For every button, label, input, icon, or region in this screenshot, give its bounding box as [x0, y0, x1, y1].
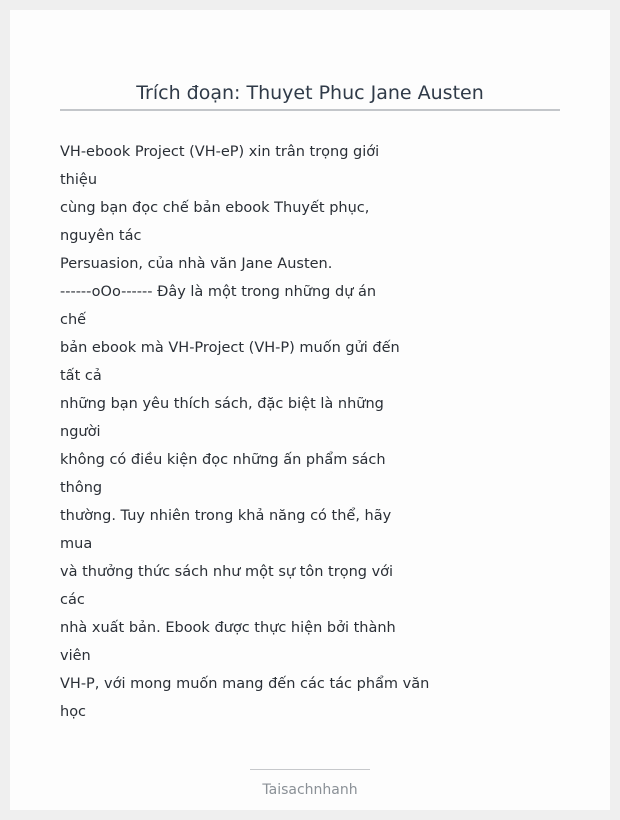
title-divider: [60, 109, 560, 111]
document-page: [10, 10, 610, 810]
text-line: thường. Tuy nhiên trong khả năng có thể, hãy: [60, 508, 392, 524]
text-line: thông: [60, 480, 103, 496]
text-line: chế: [60, 312, 87, 328]
text-line: học: [60, 704, 87, 720]
text-line: và thưởng thức sách như một sự tôn trọng với: [60, 564, 394, 580]
text-line: VH-P, với mong muốn mang đến các tác phẩm văn: [60, 676, 430, 692]
text-line: bản ebook mà VH-Project (VH-P) muốn gửi đến: [60, 340, 400, 356]
text-line: nhà xuất bản. Ebook được thực hiện bởi thành: [60, 620, 396, 636]
text-line: những bạn yêu thích sách, đặc biệt là những: [60, 396, 384, 412]
text-line: mua: [60, 536, 93, 552]
text-line: các: [60, 592, 85, 608]
text-line: ------oOo------ Đây là một trong những dự án: [60, 284, 377, 300]
text-line: thiệu: [60, 172, 98, 188]
text-line: VH-ebook Project (VH-eP) xin trân trọng giới: [60, 144, 380, 160]
footer-divider: [250, 769, 370, 770]
page-title: Trích đoạn: Thuyet Phuc Jane Austen: [136, 82, 484, 104]
text-line: cùng bạn đọc chế bản ebook Thuyết phục,: [60, 200, 370, 216]
text-line: người: [60, 424, 101, 440]
text-line: tất cả: [60, 368, 102, 384]
excerpt-body: [60, 138, 480, 726]
text-line: Persuasion, của nhà văn Jane Austen.: [60, 256, 333, 272]
text-line: nguyên tác: [60, 228, 142, 244]
text-line: không có điều kiện đọc những ấn phẩm sách: [60, 452, 386, 468]
text-line: viên: [60, 648, 91, 664]
footer-source: Taisachnhanh: [262, 782, 358, 798]
